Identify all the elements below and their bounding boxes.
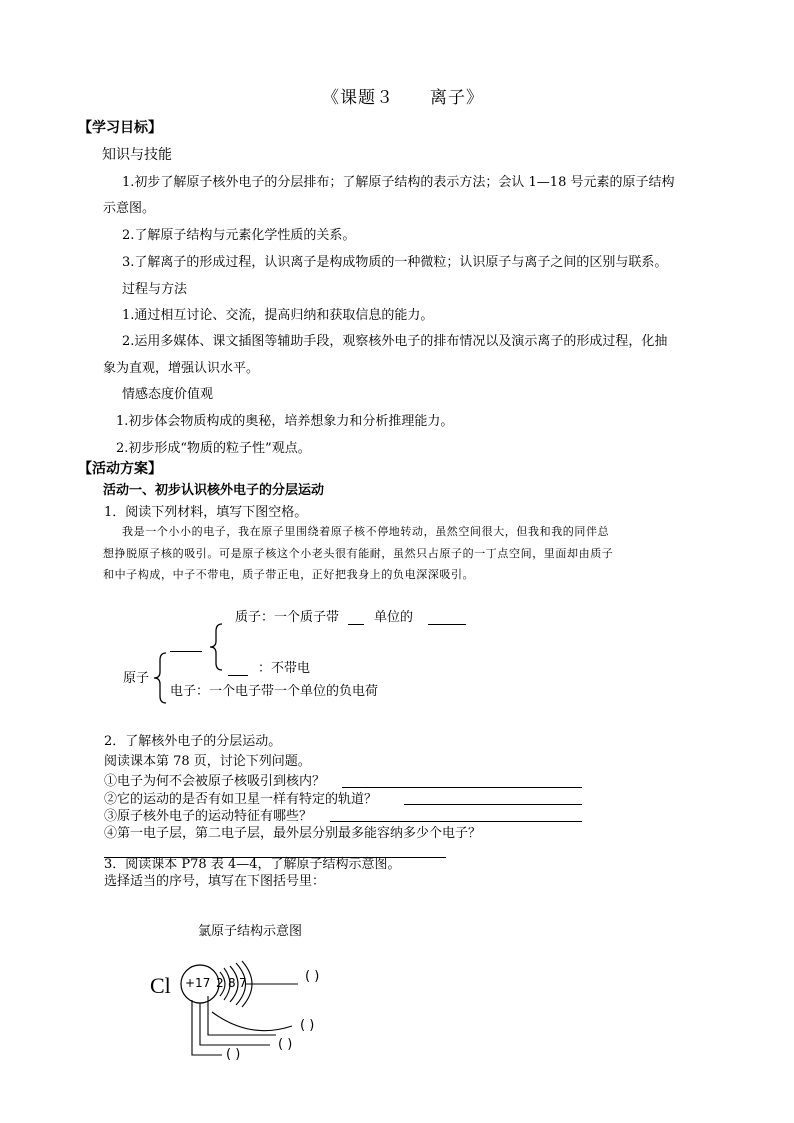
activity-1-heading: 活动一、初步认识核外电子的分层运动 (103, 483, 325, 498)
ev-item-2: 2.初步形成“物质的粒子性”观点。 (116, 441, 311, 456)
ks-item-1-line-2: 示意图。 (103, 201, 156, 216)
nucleus-charge: +17 (185, 976, 211, 990)
q2-item-4: ④第一电子层，第二电子层，最外层分别最多能容纳多少个电子？ (104, 826, 482, 841)
passage-line-1: 我是一个小小的电子，我在原子里围绕着原子核不停地转动，虽然空间很大，但我和我的同伴总 (122, 525, 610, 538)
q2-item-3: ③原子核外电子的运动特征有哪些？ (104, 809, 313, 824)
pm-item-2-line-2: 象为直观，增强认识水平。 (103, 361, 260, 376)
shell-3-electrons: 7 (239, 976, 247, 990)
chlorine-diagram-caption: 氯原子结构示意图 (198, 924, 303, 939)
q2-item-2: ②它的运动的是否有如卫星一样有特定的轨道？ (104, 792, 378, 807)
answer-bracket-nucleus[interactable]: ( ) (226, 1047, 241, 1062)
proton-label: 质子：一个质子带 (235, 610, 340, 625)
page-title: 《课题３ 离子》 (322, 88, 484, 108)
q3-instruction: 选择适当的序号，填写在下图括号里： (104, 874, 326, 889)
q2-heading: 2．了解核外电子的分层运动。 (104, 734, 282, 749)
shell-1-electrons: 2 (216, 976, 224, 990)
shell-2-electrons: 8 (228, 976, 236, 990)
passage-line-3: 和中子构成，中子不带电，质子带正电，正好把我身上的负电深深吸引。 (103, 568, 475, 581)
answer-bracket-shell[interactable]: ( ) (300, 1018, 315, 1033)
ks-item-3: 3.了解离子的形成过程，认识离子是构成物质的一种微粒；认识原子与离子之间的区别与联系。 (122, 255, 668, 270)
q2-intro: 阅读课本第 78 页，讨论下列问题。 (104, 754, 311, 769)
ks-item-1-line-1: 1.初步了解原子核外电子的分层排布；了解原子结构的表示方法；会认 1—18 号元素的原子结构 (122, 175, 675, 190)
ev-item-1: 1.初步体会物质构成的奥秘，培养想象力和分析推理能力。 (116, 414, 454, 429)
activity-header: 【活动方案】 (78, 461, 162, 477)
emotion-values-heading: 情感态度价值观 (122, 387, 214, 402)
neutral-label: ：不带电 (258, 661, 311, 676)
knowledge-skills-heading: 知识与技能 (102, 147, 172, 163)
ks-item-2: 2.了解原子结构与元素化学性质的关系。 (122, 228, 356, 243)
answer-bracket-outer-shell[interactable]: ( ) (305, 969, 320, 984)
q2-item-1: ①电子为何不会被原子核吸引到核内？ (104, 774, 326, 789)
electron-label: 电子：一个电子带一个单位的负电荷 (170, 684, 379, 699)
process-methods-heading: 过程与方法 (122, 282, 188, 297)
passage-line-2: 想挣脱原子核的吸引。可是原子核这个小老头很有能耐，虽然只占原子的一丁点空间，里面却由质子 (103, 547, 614, 560)
objectives-header: 【学习目标】 (78, 120, 162, 136)
chlorine-symbol: Cl (150, 973, 171, 998)
atom-label: 原子 (123, 671, 150, 686)
q3-heading: 3．阅读课本 P78 表 4—4，了解原子结构示意图。 (104, 857, 401, 872)
read-instruction-1: 1．阅读下列材料，填写下图空格。 (104, 505, 308, 520)
pm-item-1: 1.通过相互讨论、交流，提高归纳和获取信息的能力。 (122, 308, 434, 323)
unit-of-label: 单位的 (374, 610, 414, 625)
pm-item-2-line-1: 2.运用多媒体、课文插图等辅助手段，观察核外电子的排布情况以及演示离子的形成过程，化抽 (122, 334, 668, 349)
answer-bracket-layer[interactable]: ( ) (278, 1037, 293, 1052)
